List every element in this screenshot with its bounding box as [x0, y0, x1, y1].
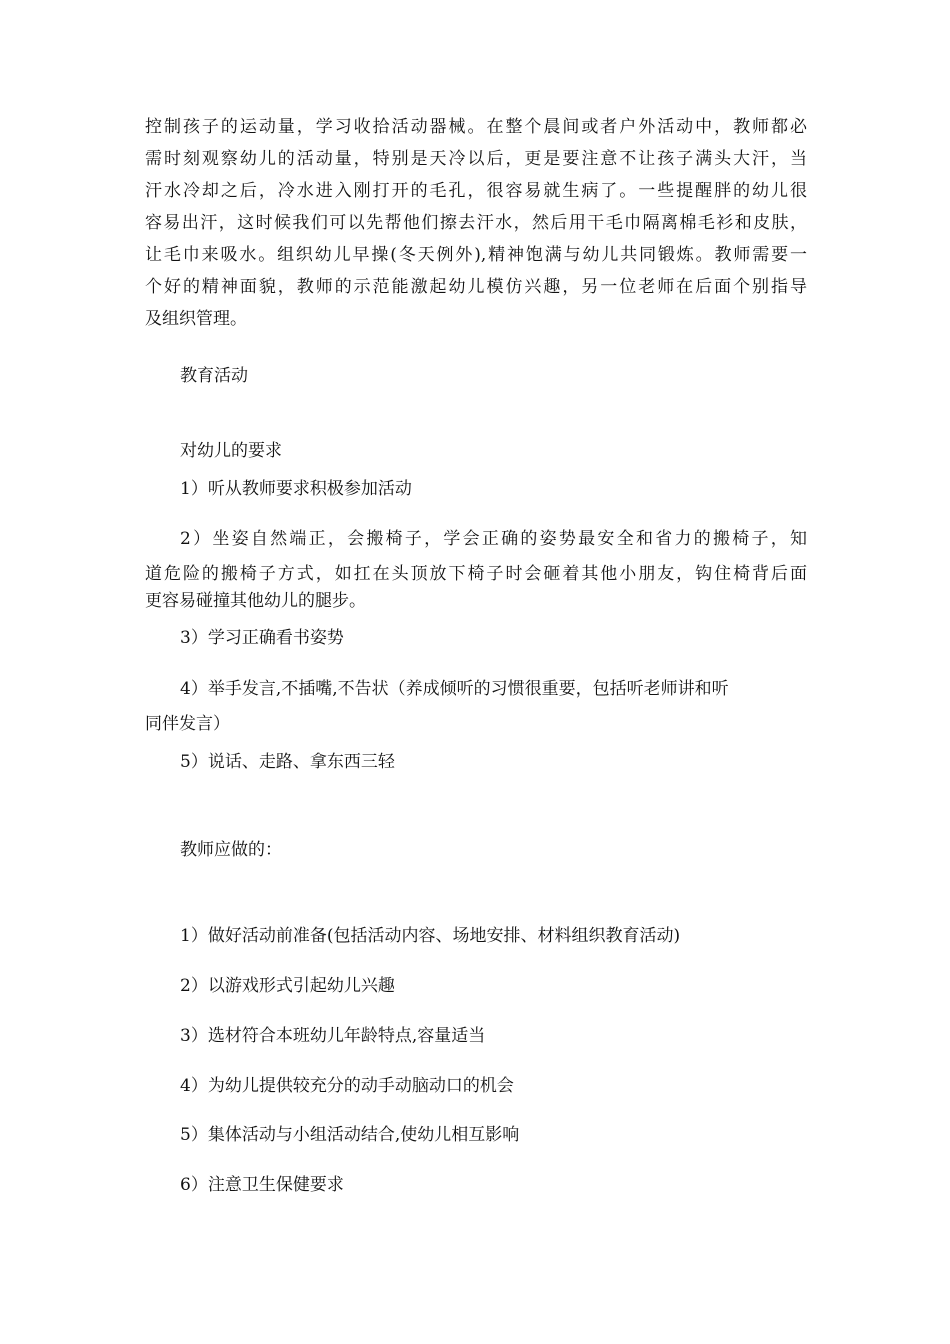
intro-line: 容易出汗，这时候我们可以先帮他们擦去汗水，然后用干毛巾隔离棉毛衫和皮肤，: [145, 213, 807, 233]
children-item-2-line-1: 2）坐姿自然端正，会搬椅子，学会正确的姿势最安全和省力的搬椅子，知: [180, 529, 807, 549]
children-item-4-line-2: 同伴发言）: [145, 714, 230, 734]
intro-line: 控制孩子的运动量，学习收拾活动器械。在整个晨间或者户外活动中，教师都必: [145, 117, 807, 137]
intro-line: 汗水冷却之后，冷水进入刚打开的毛孔，很容易就生病了。一些提醒胖的幼儿很: [145, 181, 807, 201]
children-item-1: 1）听从教师要求积极参加活动: [180, 479, 412, 499]
children-item-5: 5）说话、走路、拿东西三轻: [180, 752, 395, 772]
children-item-3: 3）学习正确看书姿势: [180, 628, 344, 648]
teacher-item-5: 5）集体活动与小组活动结合,使幼儿相互影响: [180, 1125, 520, 1145]
teacher-item-2: 2）以游戏形式引起幼儿兴趣: [180, 976, 395, 996]
teacher-item-4: 4）为幼儿提供较充分的动手动脑动口的机会: [180, 1076, 514, 1096]
teacher-item-3: 3）选材符合本班幼儿年龄特点,容量适当: [180, 1026, 486, 1046]
children-item-4-line-1: 4）举手发言,不插嘴,不告状（养成倾听的习惯很重要，包括听老师讲和听: [180, 679, 729, 699]
children-requirements-title: 对幼儿的要求: [180, 441, 282, 461]
children-item-2-line-2: 道危险的搬椅子方式，如扛在头顶放下椅子时会砸着其他小朋友，钩住椅背后面: [145, 564, 807, 584]
section-title: 教育活动: [180, 366, 248, 386]
intro-line: 让毛巾来吸水。组织幼儿早操(冬天例外),精神饱满与幼儿共同锻炼。教师需要一: [145, 245, 807, 265]
intro-line: 需时刻观察幼儿的活动量，特别是天冷以后，更是要注意不让孩子满头大汗，当: [145, 149, 807, 169]
intro-line: 个好的精神面貌，教师的示范能激起幼儿模仿兴趣，另一位老师在后面个别指导: [145, 277, 807, 297]
teacher-item-6: 6）注意卫生保健要求: [180, 1175, 344, 1195]
intro-paragraph: [145, 111, 807, 335]
teacher-item-1: 1）做好活动前准备(包括活动内容、场地安排、材料组织教育活动): [180, 926, 681, 946]
teacher-duties-title: 教师应做的：: [180, 840, 282, 860]
intro-line: 及组织管理。: [145, 309, 247, 329]
children-item-2-line-3: 更容易碰撞其他幼儿的腿步。: [145, 591, 366, 611]
